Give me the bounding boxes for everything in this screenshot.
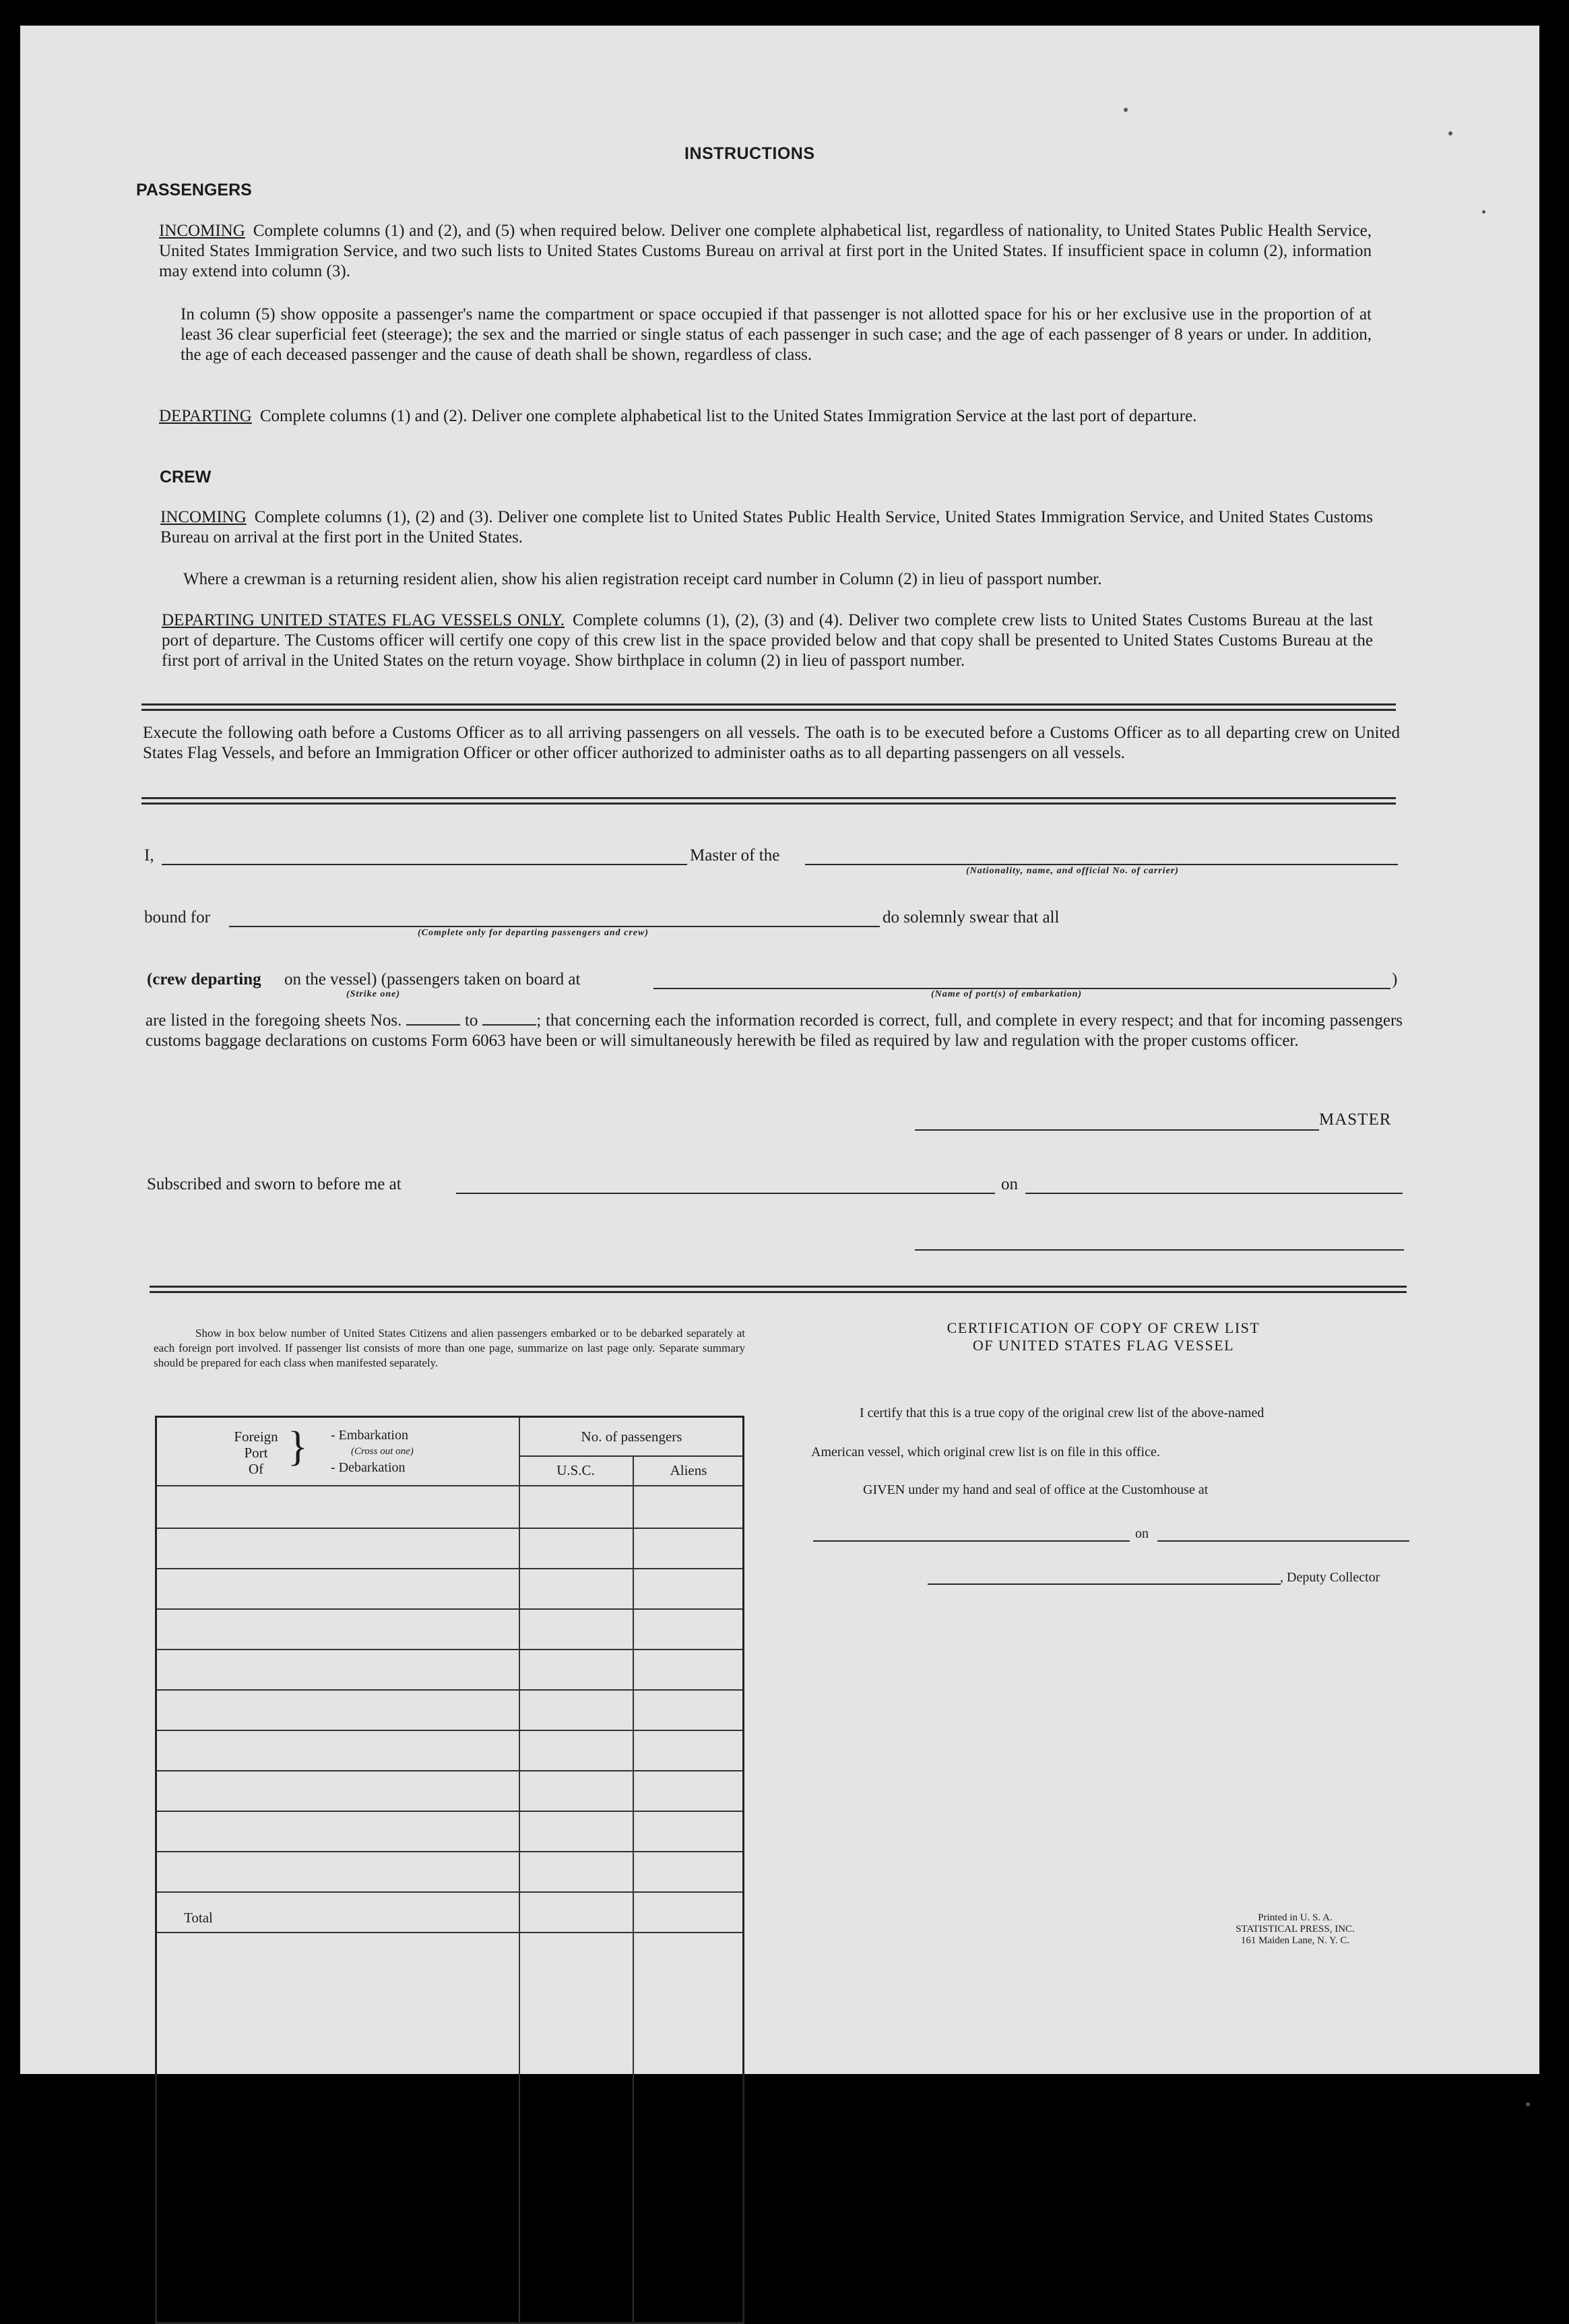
subscribed-date-field[interactable]: [1025, 1193, 1403, 1194]
printer-line1: Printed in U. S. A.: [1258, 1912, 1333, 1923]
total-label: Total: [184, 1910, 213, 1926]
officer-signature-line[interactable]: [915, 1249, 1404, 1251]
complete-only-caption: (Complete only for departing passengers and crew): [418, 928, 649, 938]
scan-speck: [1526, 2102, 1530, 2106]
table-row-divider: [519, 1455, 742, 1457]
certification-title-line2: OF UNITED STATES FLAG VESSEL: [972, 1337, 1235, 1354]
certify-line2: American vessel, which original crew list is on file in this office.: [811, 1445, 1160, 1459]
do-solemnly-label: do solemnly swear that all: [883, 908, 1060, 927]
strike-one-caption: (Strike one): [346, 989, 401, 999]
passengers-incoming-heading: INCOMING: [159, 222, 245, 240]
passengers-incoming-paragraph: [159, 221, 1372, 282]
table-row-divider: [157, 1811, 742, 1812]
passengers-departing-text: Complete columns (1) and (2). Deliver one complete alphabetical list to the United States Immigration Service at the last port of departure.: [259, 407, 1197, 425]
crew-departing-option: (crew departing: [147, 970, 261, 988]
passengers-incoming-text: Complete columns (1) and (2), and (5) when required below. Deliver one complete alphabetical list, regardless of nationality, to United States Public Health Service, United States Immigration Service, and two such lists to United States Customs Bureau on arrival at first port in the United States. If insufficient space in column (2), information may extend into column (3).: [159, 222, 1372, 280]
subscribed-on-label: on: [1001, 1175, 1018, 1193]
table-row-divider: [157, 1568, 742, 1569]
bound-for-label: bound for: [144, 908, 210, 927]
crew-resident-paragraph: Where a crewman is a returning resident alien, show his alien registration receipt card number in Column (2) in lieu of passport number.: [183, 570, 1102, 588]
printer-imprint: [1199, 1912, 1391, 1947]
port-label: Port: [244, 1445, 268, 1461]
no-of-passengers-header: No. of passengers: [581, 1428, 682, 1445]
foreign-label: Foreign: [234, 1428, 278, 1445]
listed-rest: ; that concerning each the information recorded is correct, full, and complete in every respect; and that for incoming passengers customs baggage declarations on customs Form 6063 have been or will simultaneously herewith be filed as required by law and regulation with the proper customs officer.: [146, 1011, 1403, 1050]
listed-to: to: [464, 1011, 478, 1030]
crew-incoming-text: Complete columns (1), (2) and (3). Deliver one complete list to United States Public Health Service, United States Immigration Service, and United States Customs Bureau on arrival at the first port in the United States.: [160, 508, 1373, 546]
passengers-departing-paragraph: [159, 406, 1372, 427]
table-row-divider: [157, 1730, 742, 1731]
customhouse-field[interactable]: [813, 1540, 1130, 1542]
double-rule: [141, 797, 1396, 805]
table-row-divider: [157, 1851, 742, 1852]
double-rule: [150, 1286, 1407, 1293]
debarkation-label: - Debarkation: [331, 1460, 406, 1475]
master-of-the-label: Master of the: [690, 846, 780, 865]
given-text: GIVEN under my hand and seal of office at the Customhouse at: [863, 1482, 1209, 1497]
passenger-summary-table: [155, 1416, 744, 2324]
nationality-caption: (Nationality, name, and official No. of carrier): [966, 866, 1179, 876]
table-row-divider: [157, 1770, 742, 1771]
table-row-divider: [157, 1932, 742, 1933]
vessel-field[interactable]: [805, 864, 1398, 865]
certify-line1: I certify that this is a true copy of the original crew list of the above-named: [860, 1406, 1264, 1420]
oath-intro: Execute the following oath before a Customs Officer as to all arriving passengers on all vessels. The oath is to be executed before a Customs Officer as to all departing crew on United States Flag Vessels, and before an Immigration Officer or other officer authorized to administer oaths as to all departing passengers on all vessels.: [143, 724, 1400, 762]
double-rule: [141, 703, 1396, 711]
scan-speck: [1448, 131, 1452, 135]
aliens-header: Aliens: [670, 1462, 707, 1478]
crew-incoming-paragraph: [160, 507, 1373, 548]
cross-out-label: (Cross out one): [351, 1446, 414, 1457]
sheet-from-field[interactable]: [406, 1024, 460, 1026]
bound-for-field[interactable]: [229, 926, 880, 927]
listed-start: are listed in the foregoing sheets Nos.: [146, 1011, 402, 1030]
table-row-divider: [157, 1689, 742, 1691]
oath-i-label: I,: [144, 846, 154, 865]
subscribed-place-field[interactable]: [456, 1193, 995, 1194]
section-heading-passengers: PASSENGERS: [136, 181, 252, 199]
subscribed-label: Subscribed and sworn to before me at: [147, 1175, 402, 1193]
embarkation-label: - Embarkation: [331, 1428, 408, 1443]
table-row-divider: [157, 1649, 742, 1650]
certification-date-field[interactable]: [1157, 1540, 1409, 1542]
printer-line2: STATISTICAL PRESS, INC.: [1236, 1924, 1355, 1935]
scan-speck: [1124, 108, 1128, 112]
master-label: MASTER: [1319, 1110, 1392, 1129]
deputy-collector-label: , Deputy Collector: [1280, 1570, 1380, 1585]
master-name-field[interactable]: [162, 864, 687, 865]
table-column-divider: [519, 1418, 520, 2322]
section-heading-crew: CREW: [160, 468, 212, 486]
printer-line3: 161 Maiden Lane, N. Y. C.: [1240, 1935, 1350, 1946]
sheet-to-field[interactable]: [482, 1024, 536, 1026]
crew-incoming-heading: INCOMING: [160, 508, 247, 526]
on-the-vessel-label: on the vessel) (passengers taken on board at: [284, 970, 581, 988]
oath-listed-paragraph: [146, 1011, 1403, 1051]
port-caption: (Name of port(s) of embarkation): [931, 989, 1083, 999]
table-header-divider: [157, 1485, 742, 1486]
embark-debark-label: [331, 1427, 414, 1476]
scan-speck: [1482, 210, 1485, 214]
close-paren: ): [1392, 970, 1398, 988]
crew-departing-paragraph: [162, 610, 1373, 671]
foreign-port-of-label: [219, 1428, 293, 1477]
master-signature-line[interactable]: [915, 1129, 1319, 1131]
table-row-divider: [157, 1608, 742, 1610]
deputy-signature-line[interactable]: [928, 1583, 1281, 1585]
certification-title: [922, 1319, 1285, 1354]
table-column-divider: [633, 1455, 634, 2322]
of-label: Of: [248, 1461, 264, 1477]
page-title: INSTRUCTIONS: [684, 144, 815, 163]
usc-header: U.S.C.: [556, 1462, 595, 1478]
certification-on-label: on: [1135, 1526, 1149, 1541]
table-row-divider: [157, 1891, 742, 1893]
passengers-column5-paragraph: In column (5) show opposite a passenger's name the compartment or space occupied if that passenger is not allotted space for his or her exclusive use in the proportion of at least 36 clear superficial feet (steerage); the sex and the married or single status of each passenger in such case; and the age of each passenger of 8 years or under. In addition, the age of each deceased passenger and the cause of death shall be shown, regardless of class.: [181, 305, 1372, 364]
passengers-departing-heading: DEPARTING: [159, 407, 252, 425]
summary-instructions: Show in box below number of United States Citizens and alien passengers embarked or to be debarked separately at each foreign port involved. If passenger list consists of more than one page, summarize on last page only. Separate summary should be prepared for each class when manifested separately.: [154, 1327, 745, 1369]
crew-departing-text: Complete columns (1), (2), (3) and (4). Deliver two complete crew lists to United States Customs Bureau at the last port of departure. The Customs officer will certify one copy of this crew list in the space provided below and that copy shall be presented to United States Customs Bureau at the first port of arrival in the United States on the return voyage. Show birthplace in column (2) in lieu of passport number.: [162, 611, 1373, 670]
crew-departing-heading: DEPARTING UNITED STATES FLAG VESSELS ONLY.: [162, 611, 565, 629]
certification-title-line1: CERTIFICATION OF COPY OF CREW LIST: [947, 1319, 1260, 1336]
brace-glyph: }: [288, 1424, 308, 1470]
table-row-divider: [157, 1528, 742, 1529]
